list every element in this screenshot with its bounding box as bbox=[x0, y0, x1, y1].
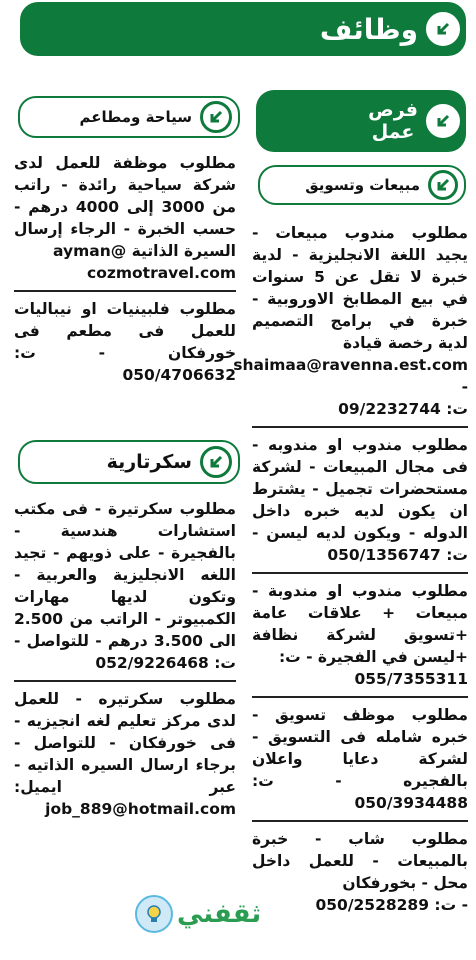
arrow-icon bbox=[426, 12, 460, 46]
sales-ad-4: مطلوب موظف تسويق - خبره شامله فى التسويق - لشركة دعايا واعلان بالفجيره - ت: 050/3934488 bbox=[252, 706, 468, 812]
divider bbox=[14, 290, 236, 292]
tourism-banner bbox=[18, 96, 240, 138]
sales-ad-2: مطلوب مندوب او مندوبه - فى مجال المبيعات - لشركة مستحضرات تجميل - يشترط ان يكون لديه خبره داخل الدوله - ويكون لديه ليسن - ت: 050/1356747 bbox=[252, 436, 468, 564]
arrow-icon bbox=[426, 104, 460, 138]
secretary-ad-1: مطلوب سكرتيرة - فى مكتب استشارات هندسية - بالفجيرة - على ذويهم - تجيد اللغه الانجليزية والعربية - وتكون لديها مهارات الكمبيوتر - الراتب من 2.500 الى 3.500 درهم - للتواصل - ت: 052/9226468 bbox=[14, 500, 236, 672]
arrow-icon bbox=[200, 446, 232, 478]
lightbulb-icon bbox=[135, 895, 173, 933]
divider bbox=[14, 680, 236, 682]
divider bbox=[252, 572, 468, 574]
divider bbox=[252, 696, 468, 698]
sales-ad-1: مطلوب مندوب مبيعات - يجيد اللغة الانجليزية - لدية خبرة لا تقل عن 5 سنوات في بيع المطابخ الاوروبية - خبرة في برامج التصميم لدية رخصة قيادة shaimaa@ravenna.est.com - ت: 09/2232744 bbox=[233, 224, 469, 418]
watermark-text: ثقفني bbox=[177, 899, 262, 929]
jobs-opportunities-banner bbox=[256, 90, 466, 152]
tourism-label: سياحة ومطاعم bbox=[79, 108, 192, 126]
arrow-icon bbox=[428, 170, 458, 200]
secretary-ad-2: مطلوب سكرتيره - للعمل لدى مركز تعليم لغه انجيزيه - فى خورفكان - للتواصل - برجاء ارسال السيره الذاتيه - عبر ايميل: job_889@hotmail.com bbox=[14, 690, 236, 818]
tourism-ad-2: مطلوب فلبينيات او نيباليات للعمل فى مطعم فى خورفكان - ت: 050/4706632 bbox=[14, 300, 236, 384]
jobs-opportunities-label: فرص عمل bbox=[368, 99, 418, 143]
sales-ad-3: مطلوب مندوب او مندوبة - مبيعات + علاقات عامة +تسويق لشركة نظافة +ليسن في الفجيرة - ت: 055/7355311 bbox=[252, 582, 468, 688]
divider bbox=[252, 426, 468, 428]
tourism-ad-1: مطلوب موظفة للعمل لدى شركة سياحية رائدة - راتب من 3000 إلى 4000 درهم - حسب الخبرة - الرجاء إرسال السيرة الذاتية @ayman cozmotravel.com bbox=[14, 154, 236, 282]
sales-banner bbox=[258, 165, 466, 205]
secretary-ads-column bbox=[14, 498, 236, 820]
header-banner bbox=[20, 2, 466, 56]
sales-ad-5: مطلوب شاب - خبرة بالمبيعات - للعمل داخل محل - بخورفكان - ت: 050/2528289 bbox=[252, 830, 468, 914]
divider bbox=[252, 820, 468, 822]
sales-ads-column bbox=[233, 222, 469, 916]
secretary-banner bbox=[18, 440, 240, 484]
arrow-icon bbox=[200, 101, 232, 133]
header-title: وظائف bbox=[319, 12, 418, 46]
sales-label: مبيعات وتسويق bbox=[305, 176, 420, 194]
watermark-logo bbox=[135, 895, 261, 933]
tourism-ads-column bbox=[14, 152, 236, 386]
secretary-label: سكرتارية bbox=[106, 451, 192, 473]
